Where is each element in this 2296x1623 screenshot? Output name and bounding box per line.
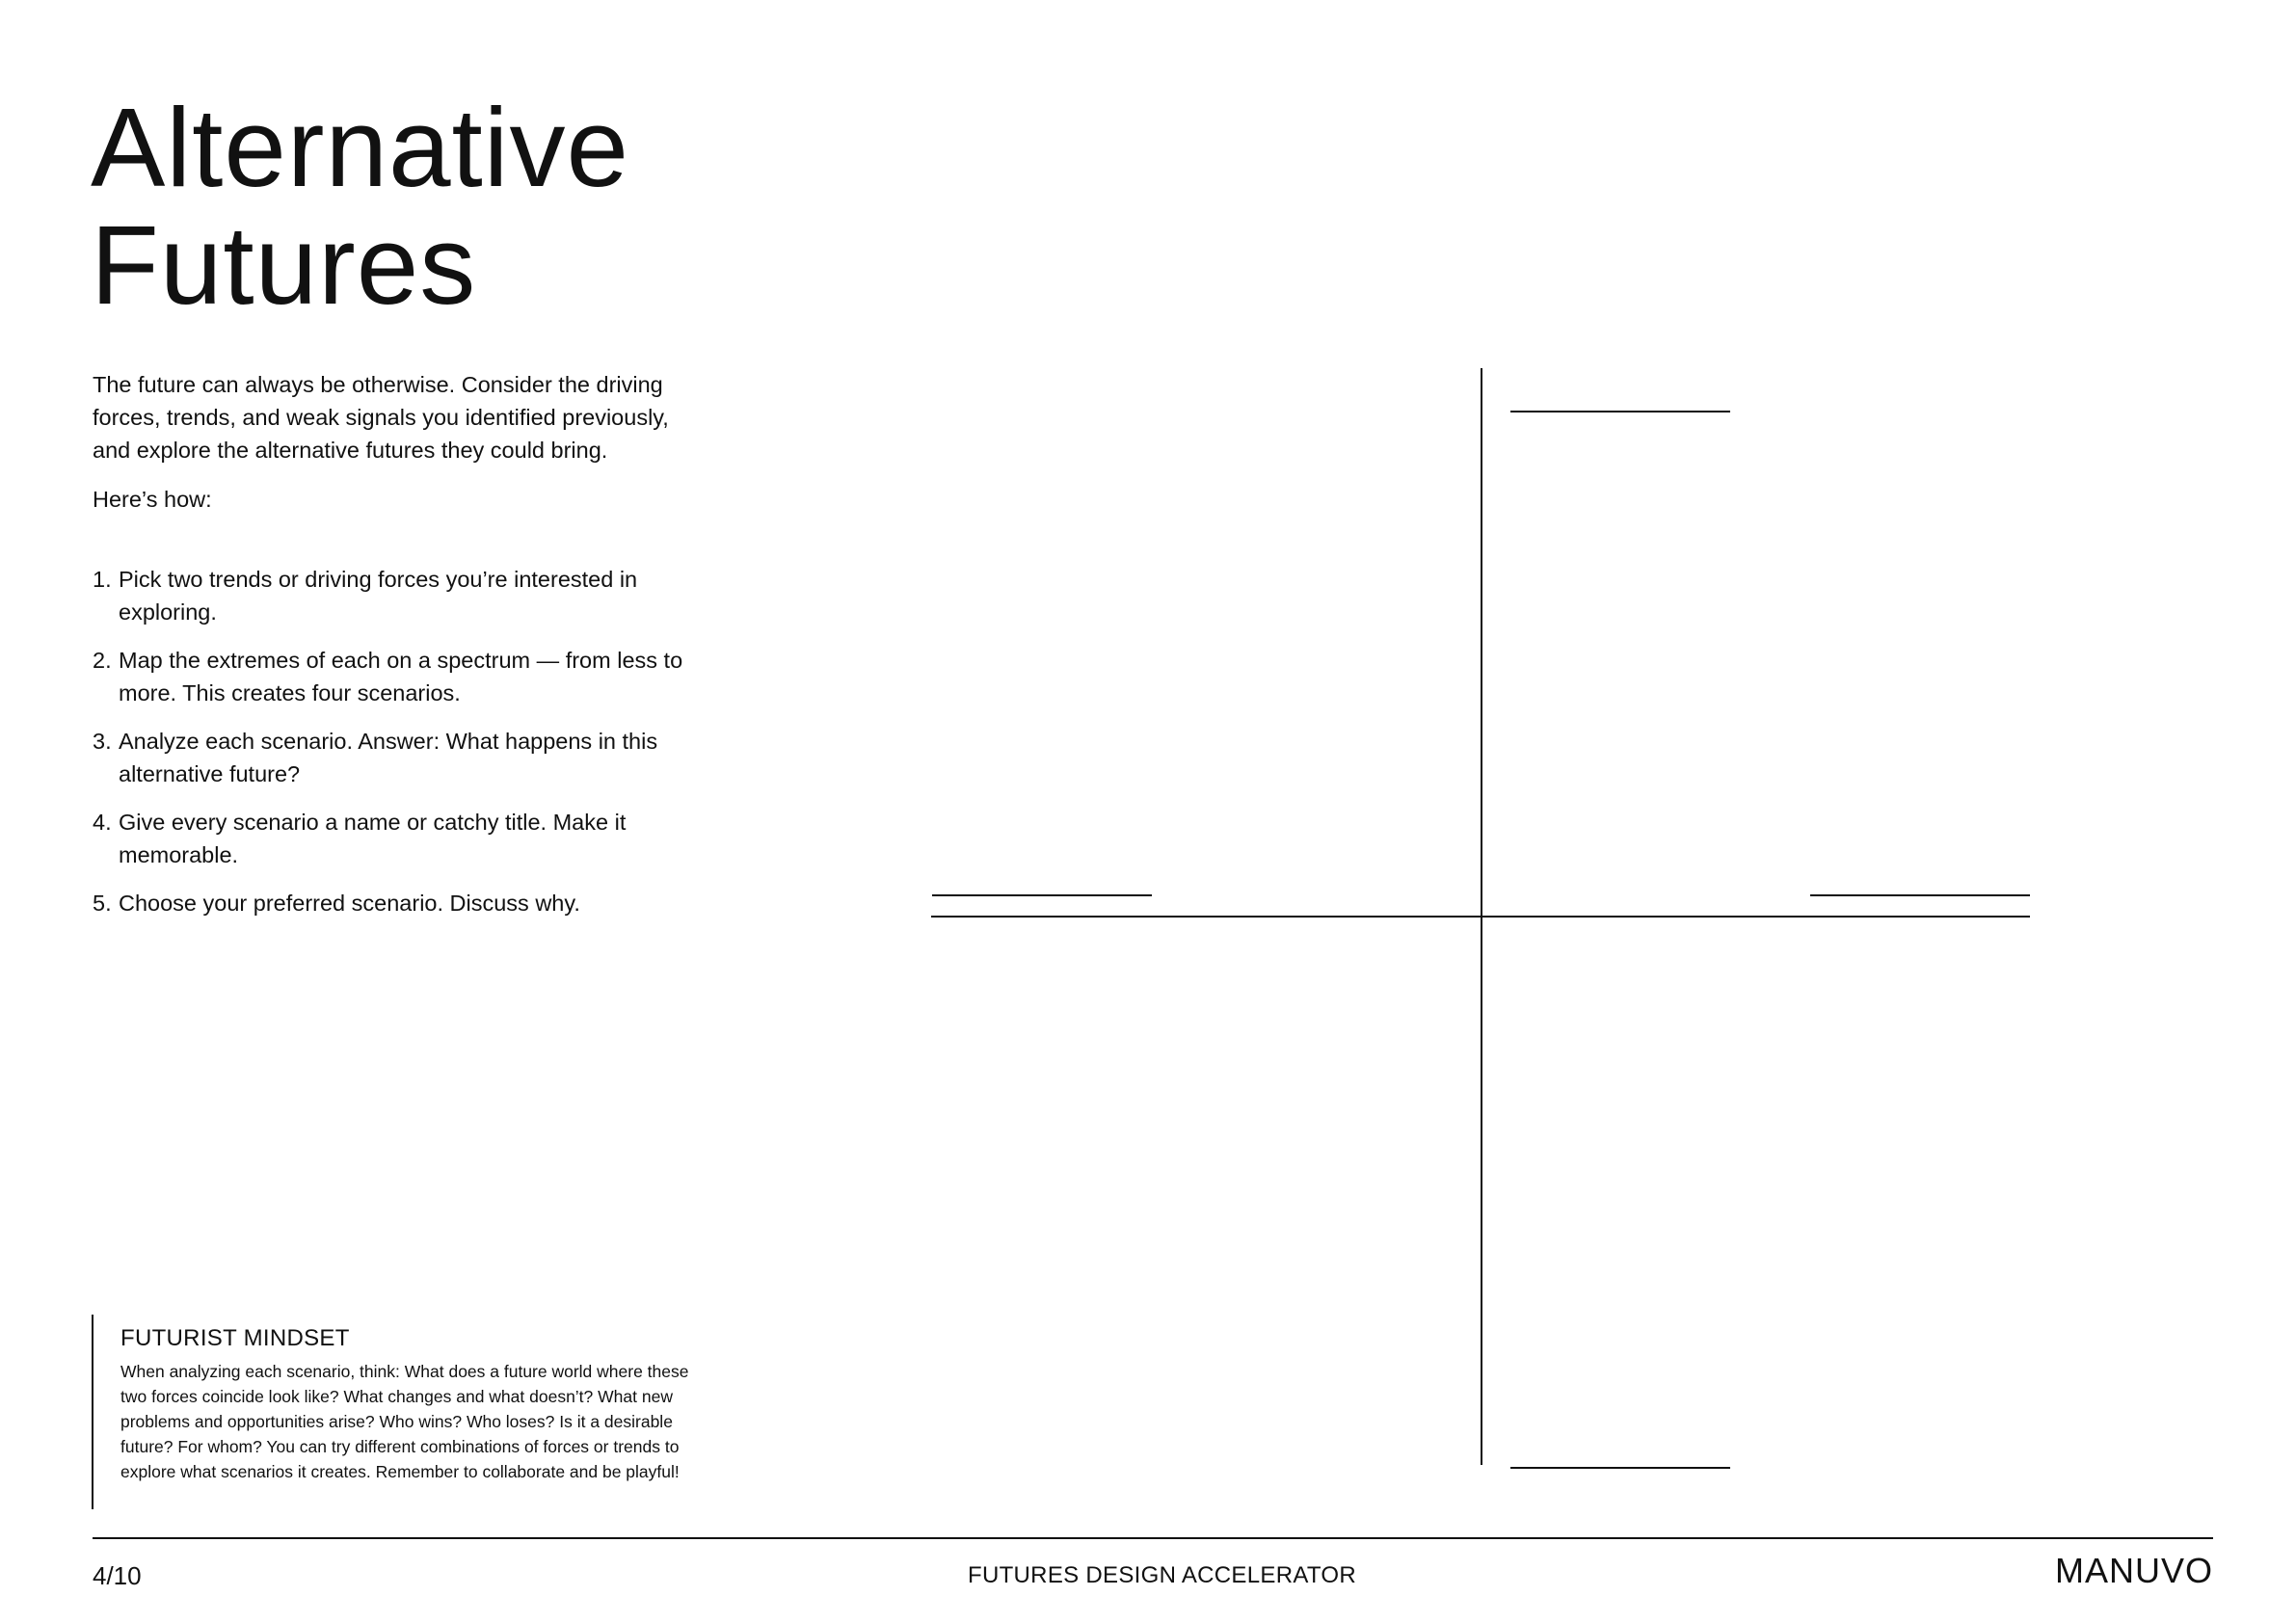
footer-title: FUTURES DESIGN ACCELERATOR — [968, 1562, 1356, 1588]
step-text: Pick two trends or driving forces you’re interested in exploring. — [119, 567, 638, 625]
step-number: 1. — [93, 567, 112, 592]
step-number: 4. — [93, 810, 112, 835]
step-text: Map the extremes of each on a spectrum — from less to more. This creates four scenarios. — [119, 648, 683, 705]
howto-label: Here’s how: — [93, 487, 212, 512]
step-number: 2. — [93, 648, 112, 673]
step-number: 5. — [93, 891, 112, 916]
intro-paragraph: The future can always be otherwise. Consider the driving forces, trends, and weak signals you identified previously, and explore the alternative futures they could bring. — [93, 372, 669, 463]
step-text: Choose your preferred scenario. Discuss why. — [119, 891, 580, 916]
footer-divider — [93, 1537, 2213, 1539]
page-title-line-1: Alternative — [91, 85, 630, 210]
callout-text: When analyzing each scenario, think: What does a future world where these two forces coincide look like? What changes and what doesn’t? What new problems and opportunities arise? Who wins? Who loses? Is it a desirable future? For whom? You can try different combinations of forces or trends to explore what scenarios it creates. Remember to collaborate and be playful! — [120, 1362, 689, 1481]
page-number: 4/10 — [93, 1561, 142, 1590]
step-text: Analyze each scenario. Answer: What happens in this alternative future? — [119, 729, 658, 786]
step-text: Give every scenario a name or catchy title. Make it memorable. — [119, 810, 627, 867]
brand-logo: MANUVO — [2054, 1551, 2213, 1590]
page-title-line-2: Futures — [91, 202, 477, 328]
step-number: 3. — [93, 729, 112, 754]
callout-title: FUTURIST MINDSET — [120, 1325, 350, 1351]
